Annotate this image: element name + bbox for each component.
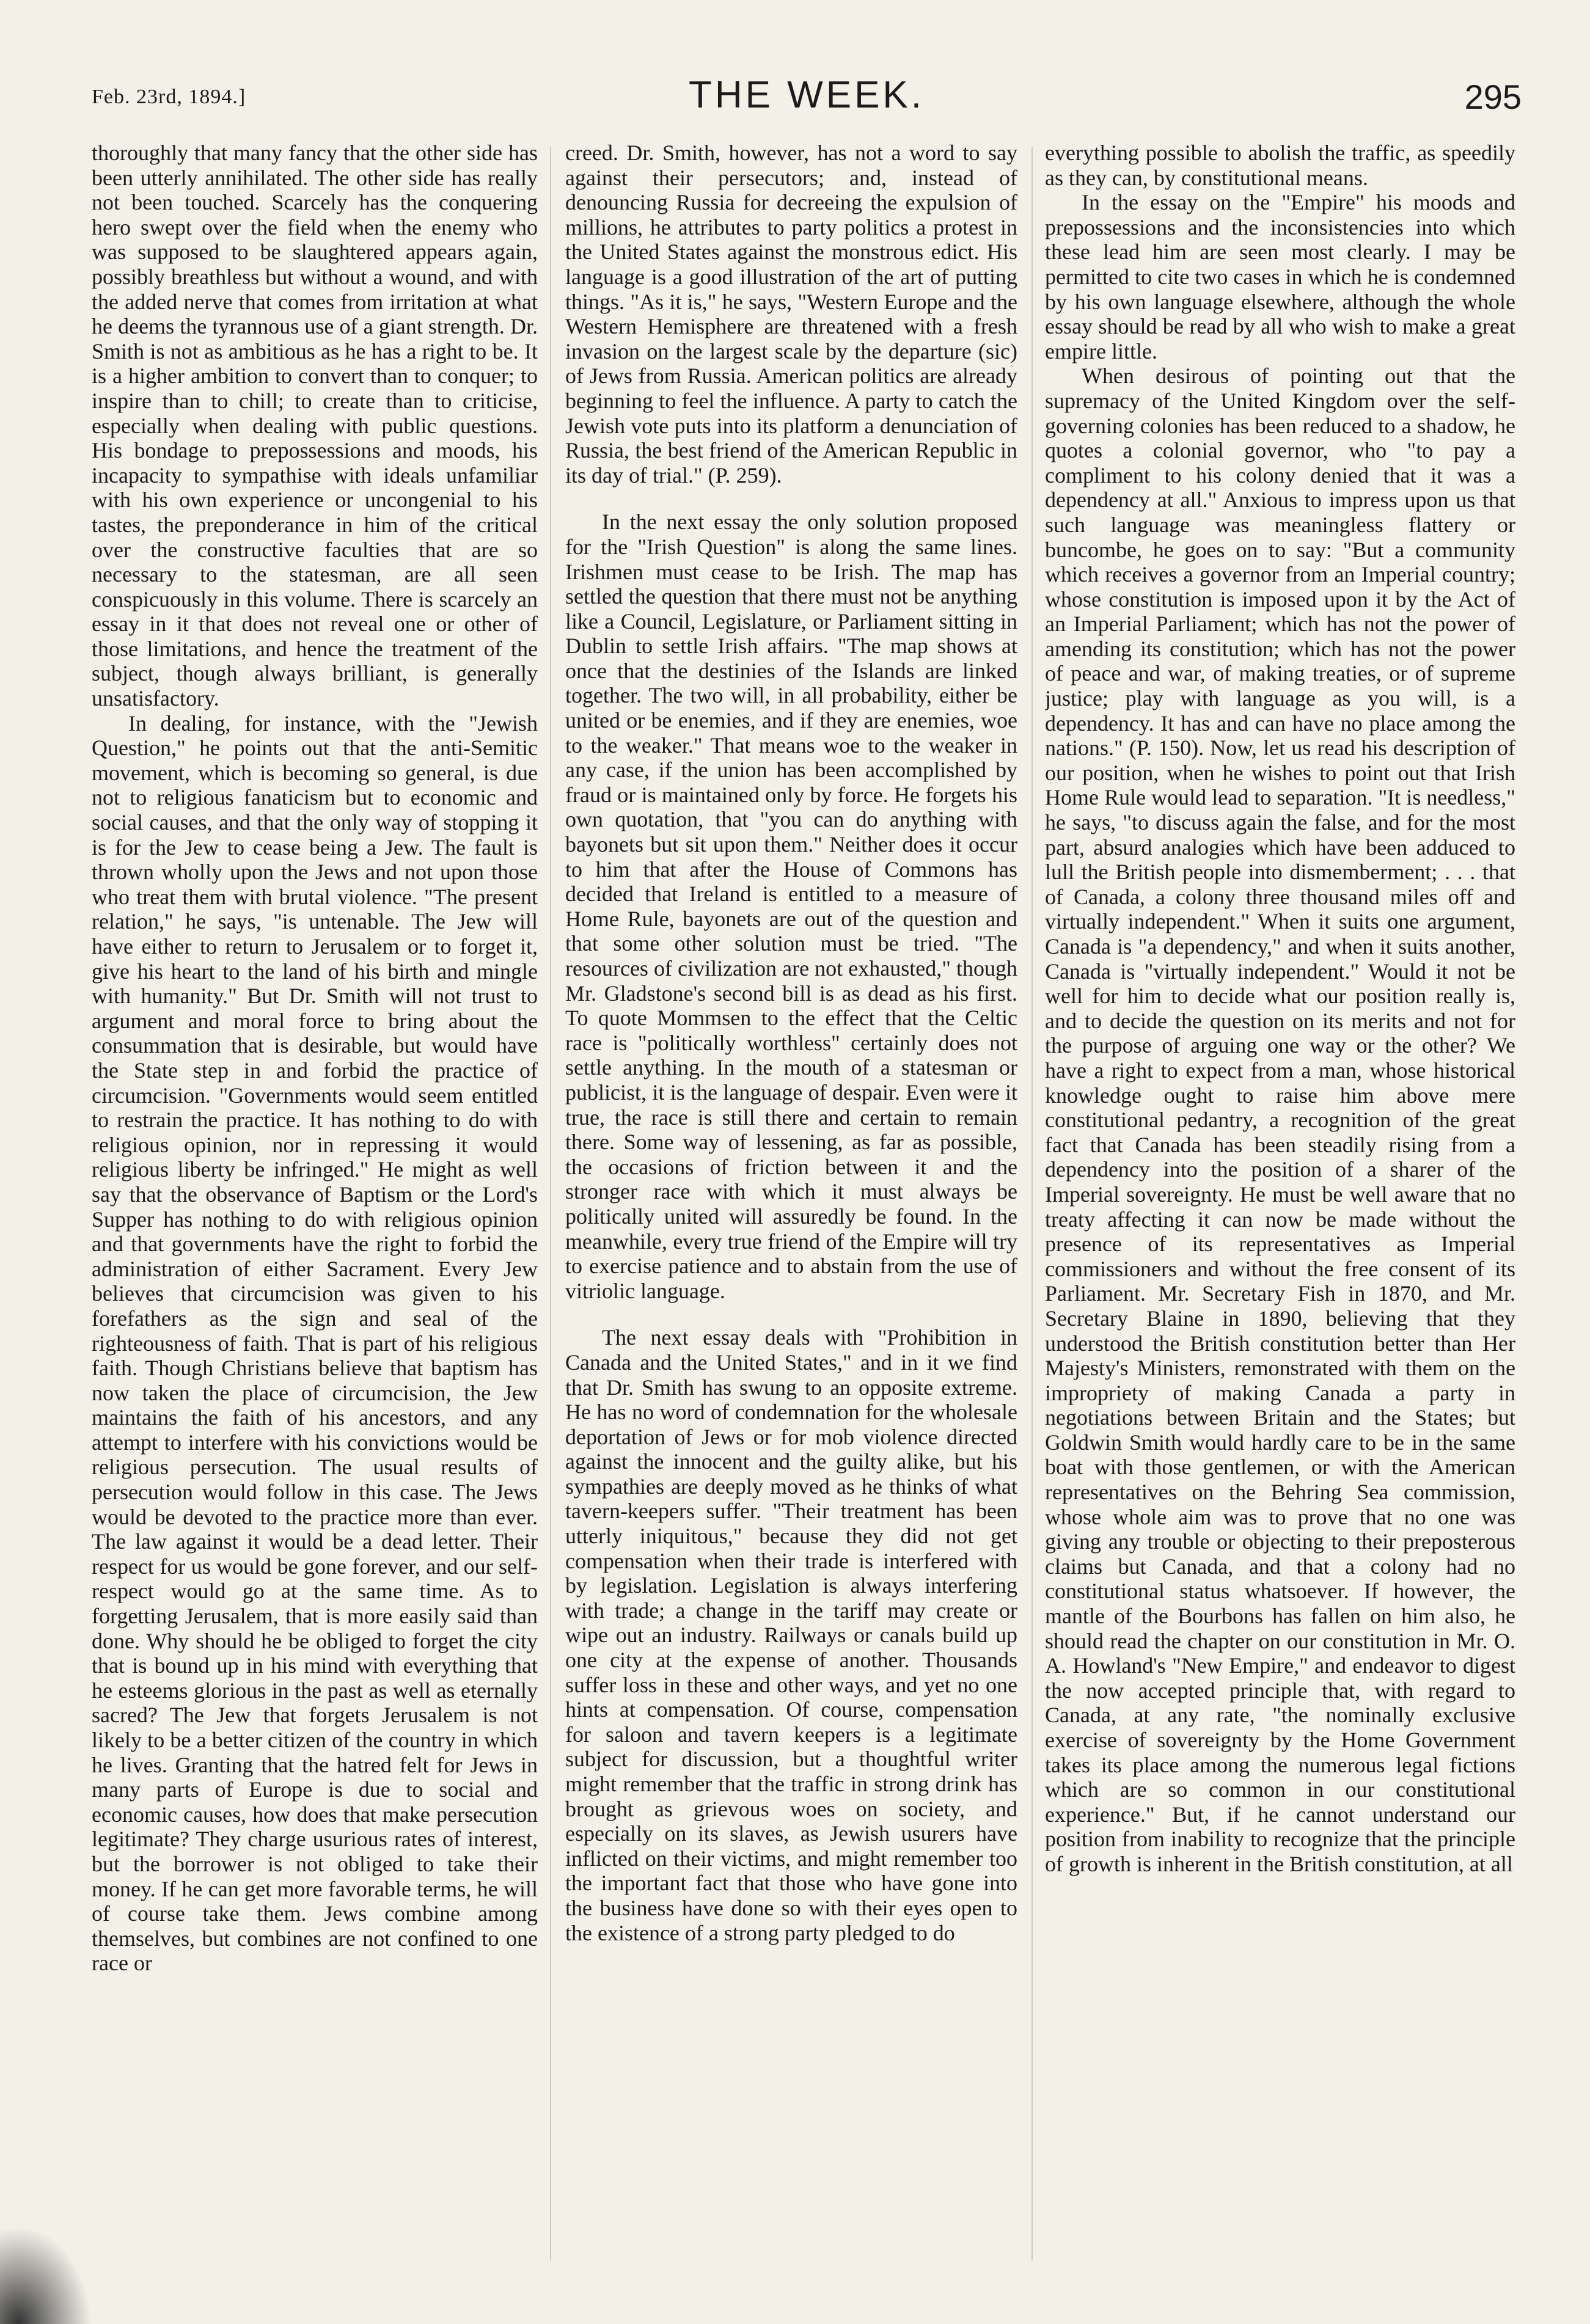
column-1: [92, 141, 538, 2267]
column-2: [565, 141, 1017, 2267]
paragraph: The next essay deals with "Prohibition in Canada and the United States," and in it we find that Dr. Smith has swung to an opposite extreme. He has no word of condemnation for the wholesale deportation of Jews or for mob violence directed against the innocent and the guilty alike, but his sympathies are deeply moved as he thinks of what tavern-keepers suffer. "Their treatment has been utterly iniquitous," because they did not get compensation when their trade is interfered with by legislation. Legislation is always interfering with trade; a change in the tariff may create or wipe out an industry. Railways or canals build up one city at the expense of another. Thousands suffer loss in these and other ways, and yet no one hints at compensation. Of course, compensation for saloon and tavern keepers is a legitimate subject for discussion, but a thoughtful writer might remember that the traffic in strong drink has brought as grievous woes on society, and especially on its slaves, as Jewish usurers have inflicted on their victims, and might remember too the important fact that those who have gone into the business have done so with their eyes open to the existence of a strong party pledged to do: [565, 1325, 1017, 1945]
column-divider: [1031, 147, 1033, 2260]
paragraph: In the next essay the only solution proposed for the "Irish Question" is along the same lines. Irishmen must cease to be Irish. The map has settled the question that there must not be anything like a Council, Legislature, or Parliament sitting in Dublin to settle Irish affairs. "The map shows at once that the destinies of the Islands are linked together. The two will, in all probability, either be united or be enemies, and if they are enemies, woe to the weaker." That means woe to the weaker in any case, if the union has been accomplished by fraud or is maintained only by force. He forgets his own quotation, that "you can do anything with bayonets but sit upon them." Neither does it occur to him that after the House of Commons has decided that Ireland is entitled to a measure of Home Rule, bayonets are out of the question and that some other solution must be tried. "The resources of civilization are not exhausted," though Mr. Gladstone's second bill is as dead as his first. To quote Mommsen to the effect that the Celtic race is "politically worthless" certainly does not settle anything. In the mouth of a statesman or publicist, it is the language of despair. Even were it true, the race is still there and certain to remain there. Some way of lessening, as far as possible, the occasions of friction between it and the stronger race with which it must always be politically united will assuredly be found. In the meanwhile, every true friend of the Empire will try to exercise patience and to abstain from the use of vitriolic language.: [565, 510, 1017, 1303]
publication-title: THE WEEK.: [688, 74, 925, 116]
page-number: 295: [1464, 78, 1522, 116]
column-divider: [550, 147, 551, 2260]
paragraph: creed. Dr. Smith, however, has not a word to say against their persecutors; and, instead of denouncing Russia for decreeing the expulsion of millions, he attributes to party politics a protest in the United States against the monstrous edict. His language is a good illustration of the art of putting things. "As it is," he says, "Western Europe and the Western Hemisphere are threatened with a fresh invasion on the largest scale by the departure (sic) of Jews from Russia. American politics are already beginning to feel the influence. A party to catch the Jewish vote puts into its platform a denunciation of Russia, the best friend of the American Republic in its day of trial." (P. 259).: [565, 141, 1017, 488]
paragraph: thoroughly that many fancy that the other side has been utterly annihilated. The other side has really not been touched. Scarcely has the conquering hero swept over the field when the enemy who was supposed to be slaughtered appears again, possibly breathless but without a wound, and with the added nerve that comes from irritation at what he deems the tyrannous use of a giant strength. Dr. Smith is not as ambitious as he has a right to be. It is a higher ambition to convert than to conquer; to inspire than to chill; to create than to criticise, especially when dealing with public questions. His bondage to prepossessions and moods, his incapacity to sympathise with ideals unfamiliar with his own experience or uncongenial to his tastes, the preponderance in him of the critical over the constructive faculties that are so necessary to the statesman, are all seen conspicuously in this volume. There is scarcely an essay in it that does not reveal one or other of those limitations, and hence the treatment of the subject, though always brilliant, is generally unsatisfactory.: [92, 141, 538, 711]
page-header: [92, 73, 1522, 141]
paragraph: everything possible to abolish the traffic, as speedily as they can, by constitutional means.: [1045, 141, 1515, 190]
issue-date: Feb. 23rd, 1894.]: [92, 86, 246, 108]
scan-smudge: [0, 2226, 92, 2324]
paragraph: In the essay on the "Empire" his moods and prepossessions and the inconsistencies into which these lead him are seen most clearly. I may be permitted to cite two cases in which he is condemned by his own language elsewhere, although the whole essay should be read by all who wish to make a great empire little.: [1045, 190, 1515, 364]
paragraph: When desirous of pointing out that the supremacy of the United Kingdom over the self-governing colonies has been reduced to a shadow, he quotes a colonial governor, who "to pay a compliment to his colony denied that it was a dependency at all." Anxious to impress upon us that such language was meaningless flattery or buncombe, he goes on to say: "But a community which receives a governor from an Imperial country; whose constitution is imposed upon it by the Act of an Imperial Parliament; which has not the power of amending its constitution; which has not the power of peace and war, of making treaties, or of supreme justice; play with language as you will, is a dependency. It has and can have no place among the nations." (P. 150). Now, let us read his description of our position, when he wishes to point out that Irish Home Rule would lead to separation. "It is needless," he says, "to discuss again the false, and for the most part, absurd analogies which have been adduced to lull the British people into dismemberment; . . . that of Canada, a colony three thousand miles off and virtually independent." When it suits one argument, Canada is "a dependency," and when it suits another, Canada is "virtually independent." Would it not be well for him to decide what our position really is, and to decide the question on its merits and not for the purpose of arguing one way or the other? We have a right to expect from a man, whose historical knowledge ought to raise him above mere constitutional pedantry, a recognition of the great fact that Canada has been steadily rising from a dependency into the position of a sharer of the Imperial sovereignty. He must be well aware that no treaty affecting it can now be made without the presence of its representatives as Imperial commissioners and without the free consent of its Parliament. Mr. Secretary Fish in 1870, and Mr. Secretary Blaine in 1890, believing that they understood the British constitution better than Her Majesty's Ministers, remonstrated with them on the impropriety of making Canada a party in negotiations between Britain and the States; but Goldwin Smith would hardly care to be in the same boat with those gentlemen, or with the American representatives on the Behring Sea commission, whose whole aim was to prove that no one was giving any trouble or objecting to their preposterous claims but Canada, and that a colony had no constitutional status whatsoever. If however, the mantle of the Bourbons has fallen on him also, he should read the chapter on our constitution in Mr. O. A. Howland's "New Empire," and endeavor to digest the now accepted principle that, with regard to Canada, at any rate, "the nominally exclusive exercise of sovereignty by the Home Government takes its place among the numerous legal fictions which are so common in our constitutional experience." But, if he cannot understand our position from inability to recognize that the principle of growth is inherent in the British constitution, at all: [1045, 364, 1515, 1876]
paragraph: In dealing, for instance, with the "Jewish Question," he points out that the anti-Semitic movement, which is becoming so general, is due not to religious fanaticism but to economic and social causes, and that the only way of stopping it is for the Jew to cease being a Jew. The fault is thrown wholly upon the Jews and not upon those who treat them with brutal violence. "The present relation," he says, "is untenable. The Jew will have either to return to Jerusalem or to forget it, give his heart to the land of his birth and mingle with humanity." But Dr. Smith will not trust to argument and moral force to bring about the consummation that is desirable, but would have the State step in and forbid the practice of circumcision. "Governments would seem entitled to restrain the practice. It has nothing to do with religious opinion, nor in repressing it would religious liberty be infringed." He might as well say that the observance of Baptism or the Lord's Supper has nothing to do with religious opinion and that governments have the right to forbid the administration of either Sacrament. Every Jew believes that circumcision was given to his forefathers as the sign and seal of the righteousness of faith. That is part of his religious faith. Though Christians believe that baptism has now taken the place of circumcision, the Jew maintains the faith of his ancestors, and any attempt to interfere with his convictions would be religious persecution. The usual results of persecution would follow in this case. The Jews would be devoted to the practice more than ever. The law against it would be a dead letter. Their respect for us would be gone forever, and our self-respect would go at the same time. As to forgetting Jerusalem, that is more easily said than done. Why should he be obliged to forget the city that is bound up in his mind with everything that he esteems glorious in the past as well as eternally sacred? The Jew that forgets Jerusalem is not likely to be a better citizen of the country in which he lives. Granting that the hatred felt for Jews in many parts of Europe is due to social and economic causes, how does that make persecution legitimate? They charge usurious rates of interest, but the borrower is not obliged to take their money. If he can get more favorable terms, he will of course take them. Jews combine among themselves, but combines are not confined to one race or: [92, 711, 538, 1976]
column-3: [1045, 141, 1515, 2267]
